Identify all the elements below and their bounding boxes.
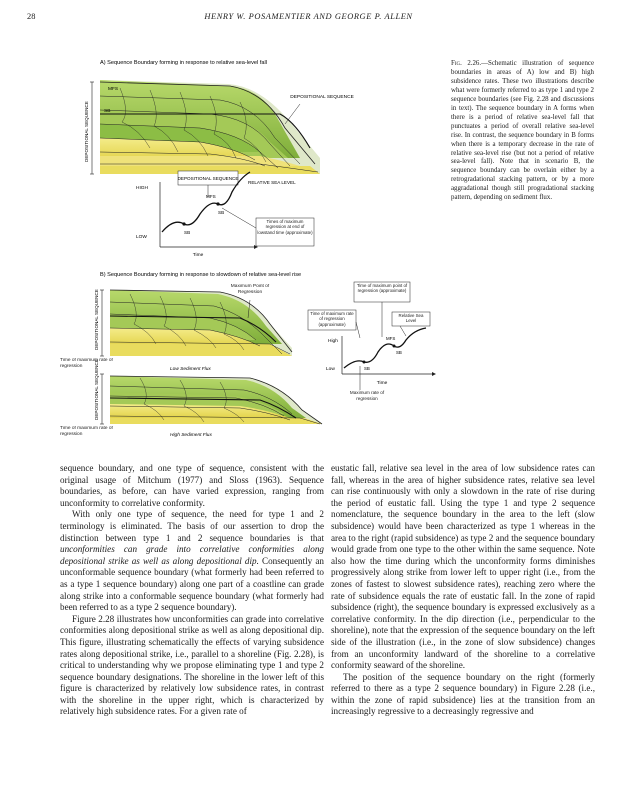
curve-a-note: Times of maximum regression at end of lowstand time (approximate) bbox=[257, 219, 313, 235]
curve-b-rsl: Relative Sea Level bbox=[398, 313, 424, 324]
paragraph bbox=[60, 509, 324, 613]
panel-a-axis-label: DEPOSITIONAL SEQUENCE bbox=[84, 101, 89, 162]
panel-a-sequence-label-1 bbox=[290, 94, 354, 100]
panel-a-mfs-label: MFS bbox=[108, 87, 119, 92]
high-flux-label: High Sediment Flux bbox=[170, 433, 212, 438]
running-header bbox=[0, 12, 617, 26]
text-run: With only one type of sequence, the need for type 1 and 2 terminology is eliminated. The basis of our assertion to drop the distinction between type 1 and 2 sequence boundaries is that bbox=[60, 509, 324, 543]
curve-a-sequence-label: DEPOSITIONAL SEQUENCE bbox=[177, 176, 239, 181]
curve-b-time: Time bbox=[376, 381, 388, 386]
curve-a-high: HIGH bbox=[136, 186, 148, 191]
curve-b-max-rate: Maximum rate of regression bbox=[349, 390, 385, 401]
body-column-left bbox=[60, 463, 324, 718]
figure-caption bbox=[451, 60, 594, 203]
curve-b-time-max-point: Time of maximum point of regression (approximate) bbox=[356, 283, 408, 294]
panel-b-axis-label-top: DEPOSITIONAL SEQUENCE bbox=[94, 289, 99, 350]
caption-label: Fig. 2.26. bbox=[451, 60, 482, 67]
panel-a-cross-section bbox=[100, 80, 320, 174]
paragraph: sequence boundary, and one type of sequence, consistent with the original usage of Mitchum (1977) and Sloss (1963). Sequence boundaries, as before, can have varied expression, ranging from unconformity to correlative conformity. bbox=[60, 463, 324, 508]
curve-a-low: LOW bbox=[136, 235, 147, 240]
max-point-label: Maximum Point of Regression bbox=[230, 284, 270, 295]
time-max-rate-bottom: Time of maximum rate of regression bbox=[60, 426, 113, 437]
panel-b-bottom-cross-section bbox=[110, 376, 322, 424]
paragraph: Figure 2.28 illustrates how unconformities can grade into correlative conformities along depositional strike as well as along depositional dip. This figure, illustrating schematically the effects of varying subsidence rates along depositional strike, i.e., parallel to a shoreline (Fig. 2.28), is critical to understanding why we propose eliminating type 1 and type 2 sequence boundary designations. The shoreline in the lower left of this figure is characterized by relatively low subsidence rates, in contrast with the shoreline in the upper right, which is characterized by relatively high subsidence rates. For a given rate of bbox=[60, 613, 324, 717]
panel-a-sb-label: SB bbox=[104, 109, 111, 114]
panel-b-axis-label-bottom: DEPOSITIONAL SEQUENCE bbox=[94, 359, 99, 420]
curve-b-sb1: SB bbox=[364, 366, 370, 371]
panel-a-title: A) Sequence Boundary forming in response to relative sea-level fall bbox=[100, 60, 267, 66]
curve-a-sb2: SB bbox=[218, 210, 225, 215]
curve-a-sb1: SB bbox=[184, 230, 191, 235]
paragraph: eustatic fall, relative sea level in the area of low subsidence rates can fall, whereas in the area of higher subsidence rates, relative sea level can rise continuously with only a slowdown in the rate of rise during the period of eustatic fall. Using the type 1 and type 2 sequence nomenclature, the sequence boundary in the area to the left (slow subsidence) would have been characterized as type 1 whereas in the area to the right (rapid subsidence) as type 2 and the sequence boundary would grade from one type to the other within the same sequence. Note also how the time during which the unconformity forms diminishes progressively along strike from lower left to upper right (i.e., from the zones of fastest to slowest subsidence rates), reaching zero where the rate of subsidence equals the rate of eustatic fall. In the zone of rapid subsidence (right), the sequence boundary is expressed exclusively as a correlative conformity. In the dip direction (i.e., perpendicular to the shoreline), note that the expression of the sequence boundary on the left side of the illustration (i.e., in the zone of slow subsidence) changes from an unconformity landward of the shoreline to a correlative conformity seaward of the shoreline. bbox=[331, 463, 595, 671]
low-flux-label: Low Sediment Flux bbox=[170, 367, 211, 372]
curve-b-time-max-rate: Time of maximum rate of regression (approximate) bbox=[310, 311, 354, 327]
curve-a-time: Time bbox=[192, 253, 204, 258]
text-run: Consequently an unconformable sequence boundary (what formerly had been referred to as a type 1 sequence boundary) along one part of a coastline can grade along strike into a conformable sequence boundary (what formerly had been referred to as a type 2 sequence boundary). bbox=[60, 555, 324, 613]
paragraph: The position of the sequence boundary on the right (formerly referred to there as a type 2 sequence boundary) in Figure 2.28 (i.e., within the zone of rapid subsidence) lies at the transition from an increasingly regressive to a decreasingly regressive and bbox=[331, 671, 595, 717]
time-max-rate-top: Time of maximum rate of regression bbox=[60, 358, 113, 369]
caption-text: —Schematic illustration of sequence boundaries in areas of A) low and B) high subsidence rates. These two illustrations describe what were formerly referred to as type 1 and type 2 sequence boundaries (see Fig. 2.28 and discussions in text). The sequence boundary in A forms when there is a period of relative sea-level fall that punctuates a period of overall relative sea-level rise. In contrast, the sequence boundary in B forms when there is a temporary decrease in the rate of relative sea-level rise (but not a period of relative sea-level fall). Note that in scenario B, the sequence boundary can be overlain either by a retrogradational stacking pattern, or by a more aggradational though still progradational stacking pattern, depending on sediment flux. bbox=[451, 60, 595, 202]
panel-b-title: B) Sequence Boundary forming in response to slowdown of relative sea-level rise bbox=[100, 272, 302, 278]
curve-b-mfs: MFS bbox=[386, 336, 396, 341]
panel-a-sequence-label: DEPOSITIONAL SEQUENCE bbox=[290, 95, 354, 100]
panel-a-sea-level-curve bbox=[136, 171, 314, 258]
curve-b-high: High bbox=[328, 339, 338, 344]
curve-a-mfs: MFS bbox=[206, 194, 216, 199]
italic-run: unconformities can grade into correlative conformities along depositional strike as well as along depositional dip. bbox=[60, 544, 324, 566]
body-column-right bbox=[331, 463, 595, 718]
curve-a-rsl-label: RELATIVE SEA LEVEL bbox=[248, 180, 296, 185]
page-number: 28 bbox=[27, 12, 36, 21]
figure-2-26 bbox=[60, 52, 445, 447]
curve-b-low: Low bbox=[326, 367, 335, 372]
panel-b-sea-level-curve bbox=[308, 282, 436, 404]
running-title: HENRY W. POSAMENTIER AND GEORGE P. ALLEN bbox=[204, 12, 413, 21]
curve-b-sb2: SB bbox=[396, 350, 402, 355]
